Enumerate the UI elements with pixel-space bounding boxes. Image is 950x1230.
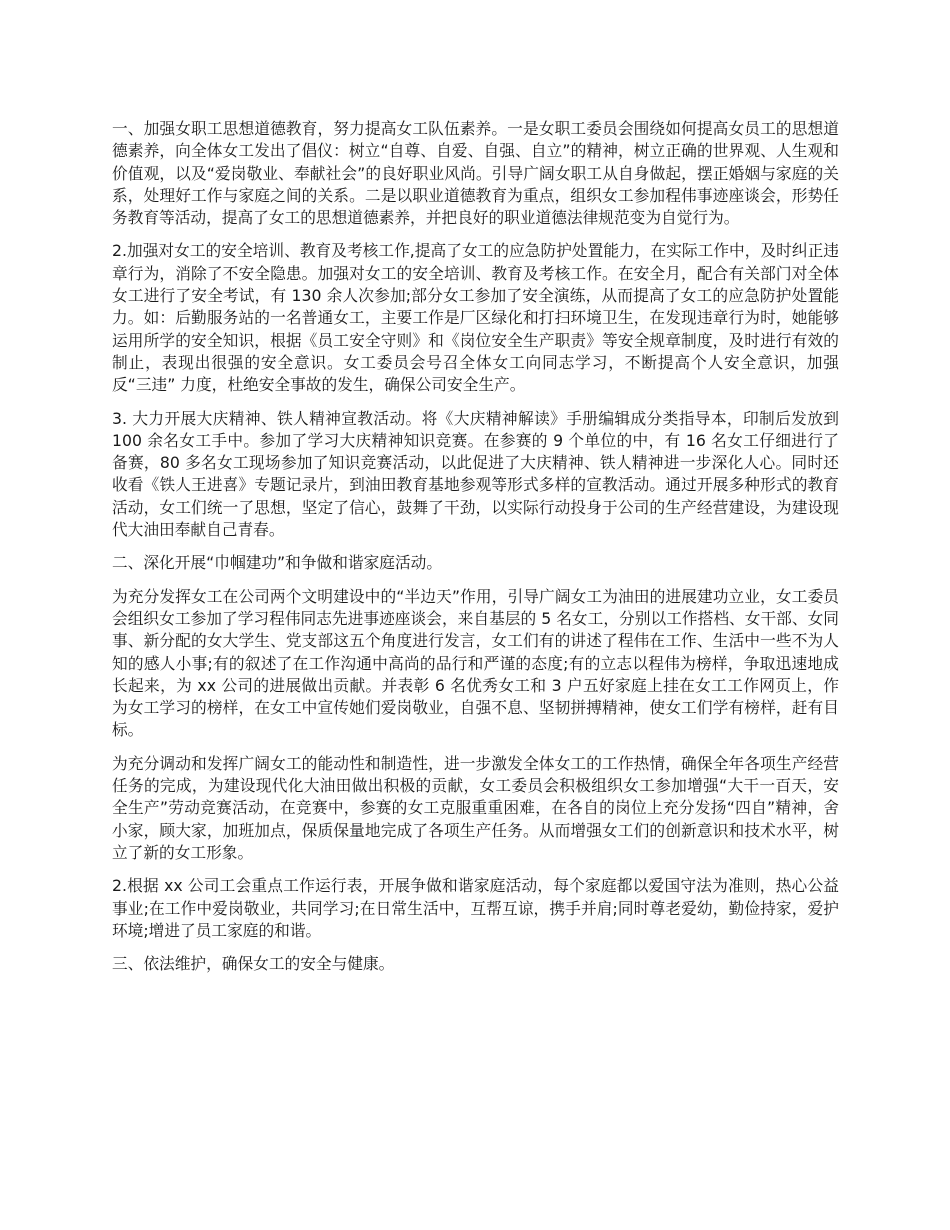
paragraph-labor-competition: 为充分调动和发挥广阔女工的能动性和制造性，进一步激发全体女工的工作热情，确保全年各项生产经营任务的完成，为建设现代化大油田做出积极的贡献，女工委员会积极组织女工参加增强“大干一百天，安全生产”劳动竞赛活动，在竞赛中，参赛的女工克服重重困难，在各自的岗位上充分发扬“四自”精神，舍小家，顾大家，加班加点，保质保量地完成了各项生产任务。从而增强女工们的创新意识和技术水平，树立了新的女工形象。 (112, 753, 839, 862)
paragraph-section-1-moral-education: 一、加强女职工思想道德教育，努力提高女工队伍素养。一是女职工委员会围绕如何提高女员工的思想道德素养，向全体女工发出了倡仪：树立“自尊、自爱、自强、自立”的精神，树立正确的世界观、人生观和价值观，以及“爱岗敬业、奉献社会”的良好职业风尚。引导广阔女职工从自身做起，摆正婚姻与家庭的关系，处理好工作与家庭之间的关系。二是以职业道德教育为重点，组织女工参加程伟事迹座谈会，形势任务教育等活动，提高了女工的思想道德素养，并把良好的职业道德法律规范变为自觉行为。 (112, 119, 839, 228)
section-heading-3: 三、依法维护，确保女工的安全与健康。 (112, 954, 395, 974)
document-body (112, 118, 839, 986)
paragraph-half-sky-role: 为充分发挥女工在公司两个文明建设中的“半边天”作用，引导广阔女工为油田的进展建功立业，女工委员会组织女工参加了学习程伟同志先进事迹座谈会，来自基层的 5 名女工，分别以工作搭档、女干部、女同事、新分配的女大学生、党支部这五个角度进行发言，女工们有的讲述了程伟在工作、生活中一些不为人知的感人小事;有的叙述了在工作沟通中高尚的品行和严谨的态度;有的立志以程伟为榜样，争取迅速地成长起来，为 xx 公司的进展做出贡献。并表彰 6 名优秀女工和 3 户五好家庭上挂在女工工作网页上，作为女工学习的榜样，在女工中宣传她们爱岗敬业，自强不息、坚韧拼搏精神，使女工们学有榜样，赶有目标。 (112, 586, 839, 740)
paragraph-daqing-spirit: 3. 大力开展大庆精神、铁人精神宣教活动。将《大庆精神解读》手册编辑成分类指导本，印制后发放到 100 余名女工手中。参加了学习大庆精神知识竞赛。在参赛的 9 个单位的中，有 16 名女工仔细进行了备赛，80 多名女工现场参加了知识竞赛活动，以此促进了大庆精神、铁人精神进一步深化人心。同时还收看《铁人王进喜》专题记录片，到油田教育基地参观等形式多样的宣教活动。通过开展多种形式的教育活动，女工们统一了思想，坚定了信心，鼓舞了干劲，以实际行动投身于公司的生产经营建设，为建设现代大油田奉献自己青春。 (112, 408, 839, 540)
paragraph-safety-training: 2.加强对女工的安全培训、教育及考核工作,提高了女工的应急防护处置能力，在实际工作中，及时纠正违章行为，消除了不安全隐患。加强对女工的安全培训、教育及考核工作。在安全月，配合有关部门对全体女工进行了安全考试，有 130 余人次参加;部分女工参加了安全演练，从而提高了女工的应急防护处置能力。如：后勤服务站的一名普通女工，主要工作是厂区绿化和打扫环境卫生，在发现违章行为时，她能够运用所学的安全知识，根据《员工安全守则》和《岗位安全生产职责》等安全规章制度，及时进行有效的制止，表现出很强的安全意识。女工委员会号召全体女工向同志学习，不断提高个人安全意识，加强反“三违” 力度，杜绝安全事故的发生，确保公司安全生产。 (112, 241, 839, 395)
section-heading-2: 二、深化开展“巾帼建功”和争做和谐家庭活动。 (112, 553, 443, 573)
paragraph-harmonious-family: 2.根据 xx 公司工会重点工作运行表，开展争做和谐家庭活动，每个家庭都以爱国守法为准则，热心公益事业;在工作中爱岗敬业，共同学习;在日常生活中，互帮互谅，携手并肩;同时尊老爱幼，勤俭持家，爱护环境;增进了员工家庭的和谐。 (112, 876, 839, 940)
